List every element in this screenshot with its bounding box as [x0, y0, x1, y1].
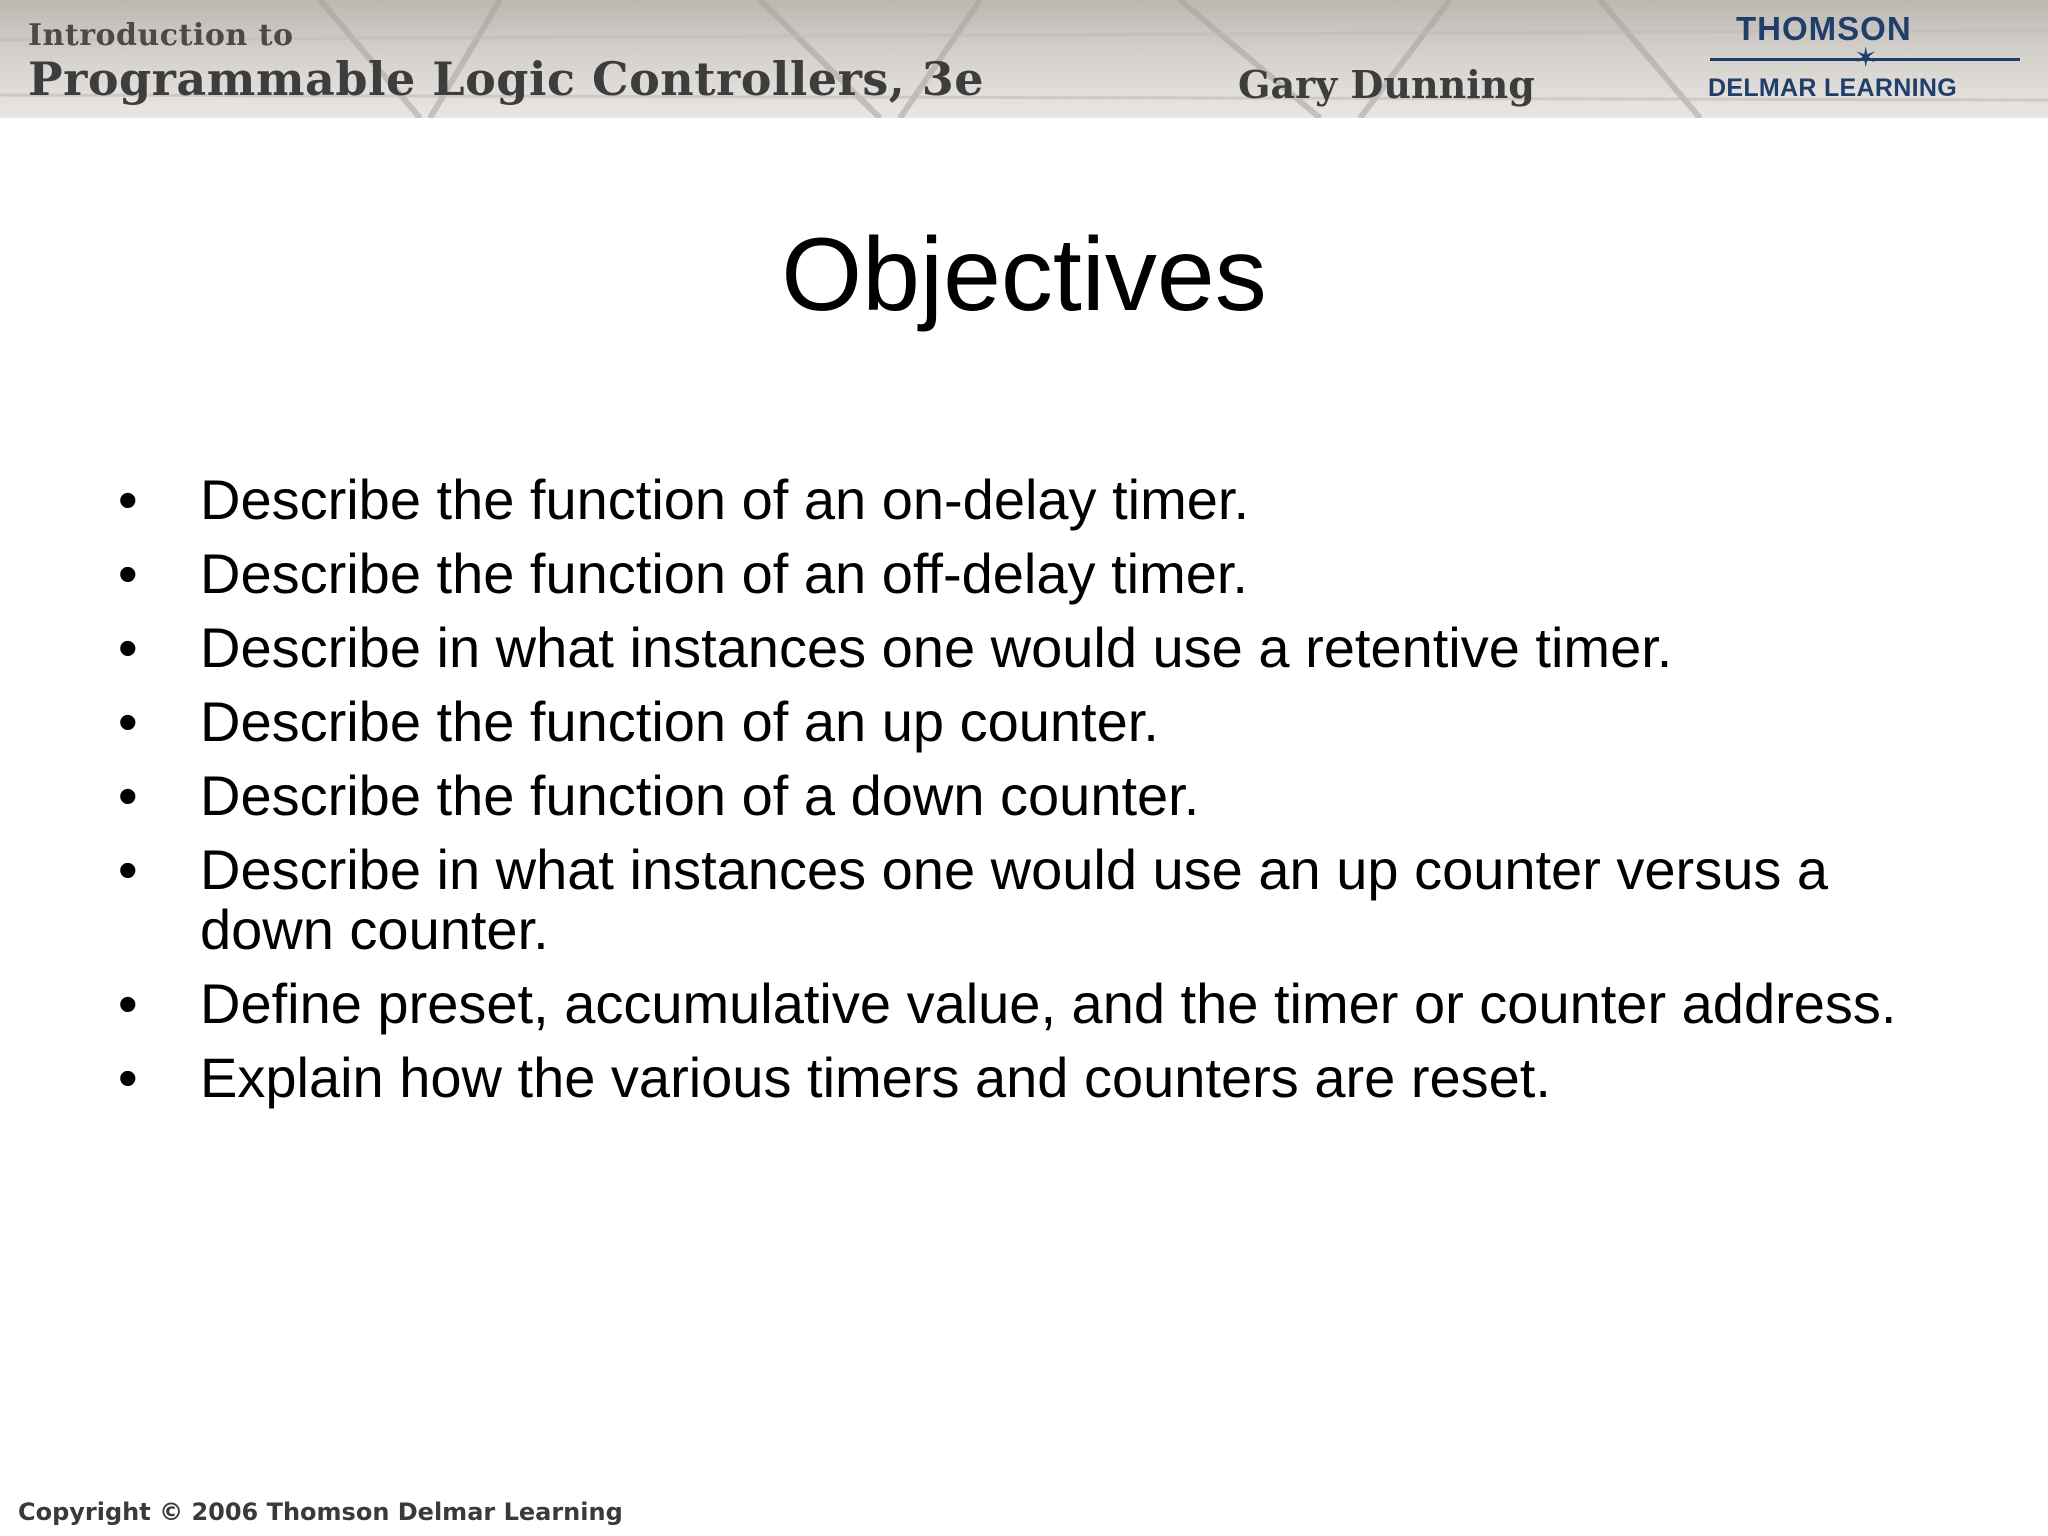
- bullet-text: Define preset, accumulative value, and the timer or counter address.: [200, 972, 1897, 1035]
- bullet-icon: •: [118, 764, 138, 827]
- publisher-name-top: THOMSON: [1736, 10, 1912, 47]
- publisher-name-bottom: DELMAR LEARNING: [1708, 74, 1957, 102]
- bullet-icon: •: [118, 972, 138, 1035]
- slide-title: Objectives: [781, 217, 1267, 333]
- author-name: Gary Dunning: [1238, 62, 1535, 107]
- bullet-icon: •: [118, 616, 138, 679]
- list-item: [118, 618, 1918, 678]
- header-banner: [0, 0, 2048, 118]
- bullet-text: Describe the function of an off-delay timer.: [200, 542, 1248, 605]
- list-item: [118, 766, 1918, 826]
- bullet-icon: •: [118, 542, 138, 605]
- list-item: [118, 470, 1918, 530]
- bullet-text: Describe the function of an on-delay timer.: [200, 468, 1250, 531]
- bullet-text: Explain how the various timers and counters are reset.: [200, 1046, 1551, 1109]
- series-label: Introduction to: [28, 18, 294, 53]
- list-item: [118, 544, 1918, 604]
- list-item: [118, 974, 1918, 1034]
- objectives-list: [118, 470, 1918, 1122]
- bullet-icon: •: [118, 690, 138, 753]
- bullet-text: Describe the function of a down counter.: [200, 764, 1200, 827]
- bullet-icon: •: [118, 1046, 138, 1109]
- publisher-logo: [1700, 8, 2030, 108]
- list-item: [118, 1048, 1918, 1108]
- star-icon: ✶: [1854, 42, 1878, 73]
- bullet-text: Describe the function of an up counter.: [200, 690, 1159, 753]
- bullet-icon: •: [118, 838, 138, 901]
- bullet-text: Describe in what instances one would use an up counter versus a down counter.: [200, 838, 1829, 961]
- bullet-text: Describe in what instances one would use a retentive timer.: [200, 616, 1673, 679]
- list-item: [118, 840, 1918, 960]
- book-title: Programmable Logic Controllers, 3e: [28, 52, 985, 106]
- bullet-icon: •: [118, 468, 138, 531]
- list-item: [118, 692, 1918, 752]
- copyright-notice: Copyright © 2006 Thomson Delmar Learning: [18, 1498, 623, 1526]
